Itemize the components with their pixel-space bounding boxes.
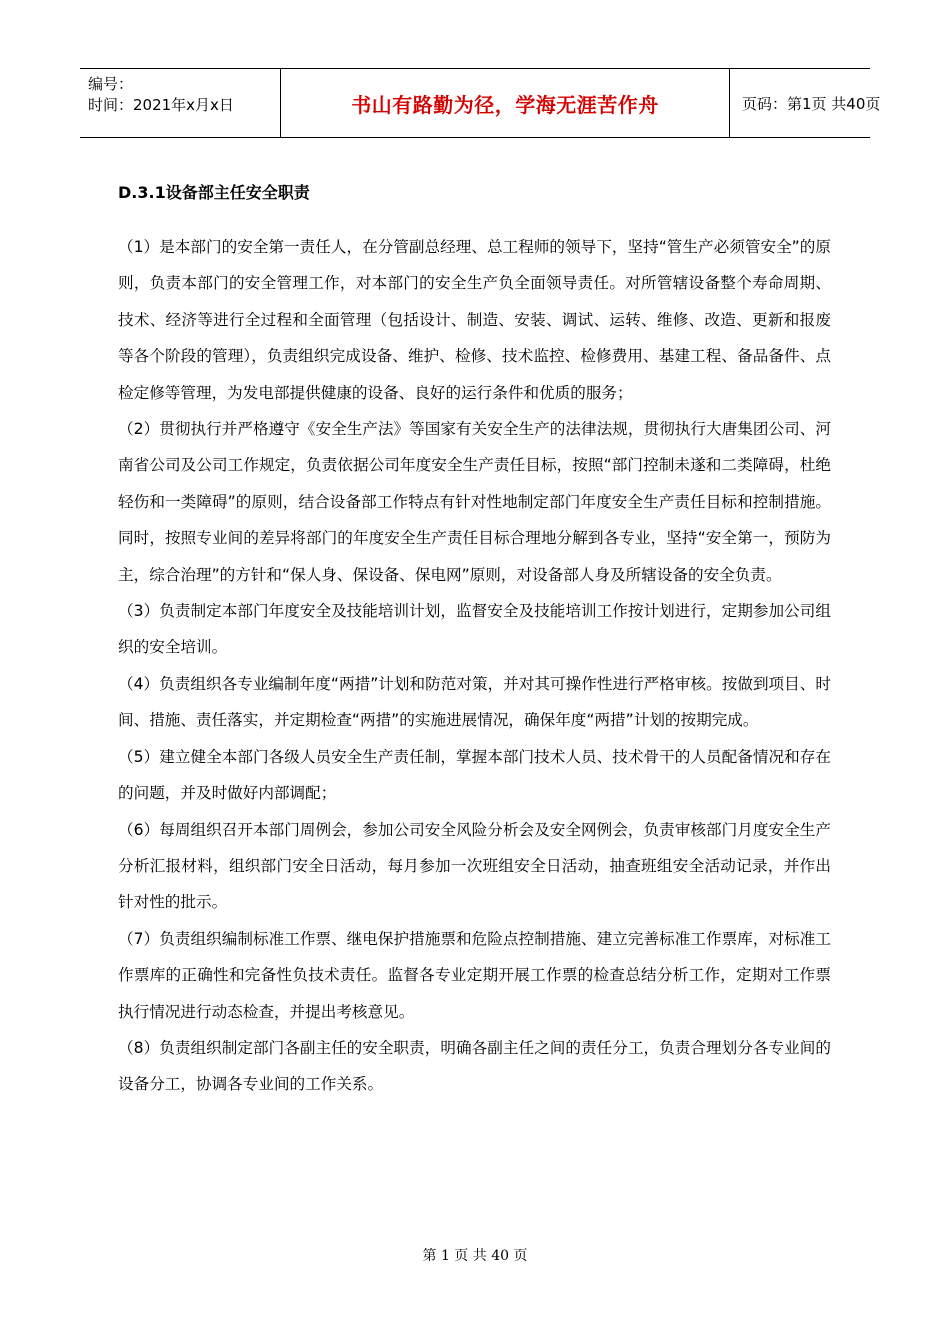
paragraph: （1）是本部门的安全第一责任人，在分管副总经理、总工程师的领导下，坚持“管生产必须管安全”的原则，负责本部门的安全管理工作，对本部门的安全生产负全面领导责任。对所管辖设备整个寿命周期、技术、经济等进行全过程和全面管理（包括设计、制造、安装、调试、运转、维修、改造、更新和报废等各个阶段的管理），负责组织完成设备、维护、检修、技术监控、检修费用、基建工程、备品备件、点检定修等管理，为发电部提供健康的设备、良好的运行条件和优质的服务； bbox=[118, 238, 831, 402]
paragraph: （7）负责组织编制标准工作票、继电保护措施票和危险点控制措施、建立完善标准工作票库，对标准工作票库的正确性和完备性负技术责任。监督各专业定期开展工作票的检查总结分析工作，定期对工作票执行情况进行动态检查，并提出考核意见。 bbox=[118, 929, 831, 1021]
document-number-label: 编号： bbox=[88, 75, 134, 93]
paragraph: （2）贯彻执行并严格遵守《安全生产法》等国家有关安全生产的法律法规，贯彻执行大唐集团公司、河南省公司及公司工作规定，负责依据公司年度安全生产责任目标，按照“部门控制未遂和二类障碍，杜绝轻伤和一类障碍”的原则，结合设备部工作特点有针对性地制定部门年度安全生产责任目标和控制措施。同时，按照专业间的差异将部门的年度安全生产责任目标合理地分解到各专业，坚持“安全第一，预防为主，综合治理”的方针和“保人身、保设备、保电网”原则，对设备部人身及所辖设备的安全负责。 bbox=[118, 420, 831, 584]
header-motto: 书山有路勤为径，学海无涯苦作舟 bbox=[351, 92, 659, 117]
document-time-label: 时间：2021年x月x日 bbox=[88, 96, 234, 114]
paragraph: （5）建立健全本部门各级人员安全生产责任制，掌握本部门技术人员、技术骨干的人员配备情况和存在的问题，并及时做好内部调配； bbox=[118, 747, 831, 803]
header-page-label: 页码：第1页 共40页 bbox=[742, 94, 881, 113]
paragraph: （3）负责制定本部门年度安全及技能培训计划，监督安全及技能培训工作按计划进行，定期参加公司组织的安全培训。 bbox=[118, 602, 831, 657]
document-body bbox=[118, 229, 831, 1103]
page-footer: 第 1 页 共 40 页 bbox=[422, 1248, 528, 1264]
page-header bbox=[80, 68, 881, 138]
paragraph: （6）每周组织召开本部门周例会，参加公司安全风险分析会及安全网例会，负责审核部门月度安全生产分析汇报材料，组织部门安全日活动，每月参加一次班组安全日活动，抽查班组安全活动记录，并作出针对性的批示。 bbox=[118, 820, 831, 912]
paragraph: （4）负责组织各专业编制年度“两措”计划和防范对策，并对其可操作性进行严格审核。按做到项目、时间、措施、责任落实，并定期检查“两措”的实施进展情况，确保年度“两措”计划的按期完成。 bbox=[118, 674, 831, 730]
header-meta bbox=[80, 69, 280, 137]
header-motto-cell bbox=[280, 69, 730, 137]
section-title: D.3.1设备部主任安全职责 bbox=[118, 183, 310, 202]
paragraph: （8）负责组织制定部门各副主任的安全职责，明确各副主任之间的责任分工，负责合理划分各专业间的设备分工，协调各专业间的工作关系。 bbox=[118, 1038, 831, 1094]
header-page-cell bbox=[730, 69, 881, 137]
